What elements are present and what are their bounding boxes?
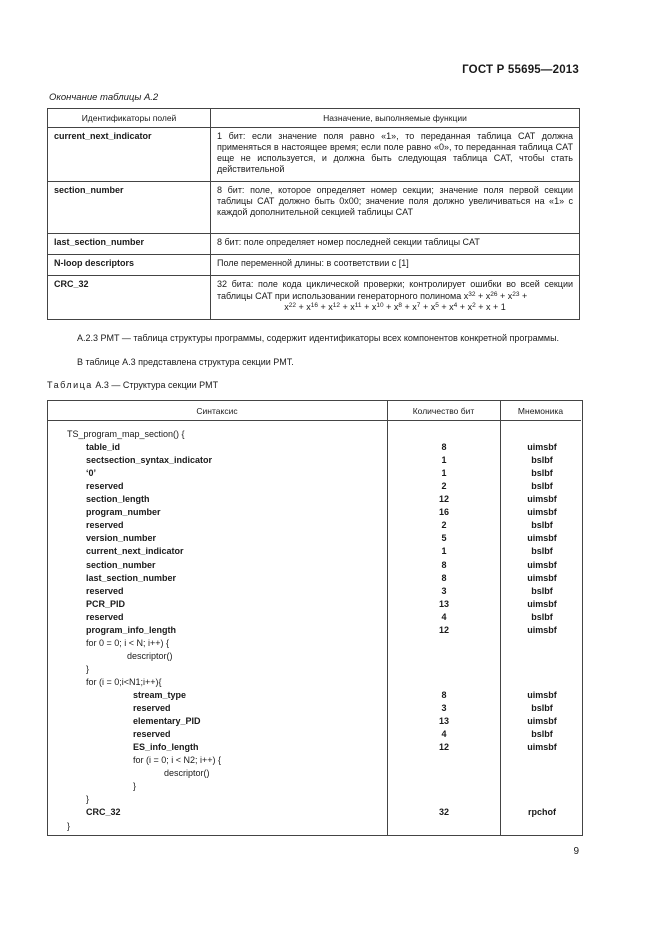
field-name: current_next_indicator <box>48 128 211 182</box>
syntax-cell: elementary_PID <box>133 716 201 727</box>
mnemonic-cell: uimsbf <box>527 690 557 700</box>
syntax-cell: current_next_indicator <box>86 546 184 557</box>
bits-cell: 1 <box>441 468 447 479</box>
syntax-cell: section_number <box>86 559 156 570</box>
syntax-cell: for (i = 0; i < N2; i++) { <box>133 755 222 766</box>
syntax-cell: reserved <box>133 703 171 714</box>
syntax-cell: descriptor() <box>127 650 173 661</box>
syntax-cell: } <box>67 820 71 831</box>
field-name: last_section_number <box>48 234 211 255</box>
paragraph-pmt-definition: А.2.3 PMT — таблица структуры программы, содержит идентификаторы всех компонентов конкретной программы. <box>77 333 560 343</box>
table-a3-col-syntax: Синтаксис <box>196 406 238 416</box>
poly-term: + x <box>500 290 513 301</box>
table-a3-column-divider <box>500 400 501 835</box>
syntax-cell: stream_type <box>133 690 187 700</box>
crc-polynomial-line: $x^{22} + x^{16} + x^{12} + x^{11} + x^{10} + x^8 + x^7 + x^5 + x^4 + x^2 + x + 1$ <box>284 302 506 312</box>
mnemonic-cell: bslbf <box>531 585 553 596</box>
field-name: section_number <box>48 182 211 234</box>
syntax-cell: PCR_PID <box>86 598 126 609</box>
bits-cell: 1 <box>441 546 447 557</box>
table-a2-col-purpose: Назначение, выполняемые функции <box>211 109 580 128</box>
bits-cell: 12 <box>438 624 449 635</box>
table-a3-col-bits: Количество бит <box>412 406 475 416</box>
mnemonic-cell: bslbf <box>531 481 553 492</box>
bits-cell: 2 <box>441 520 447 531</box>
mnemonic-cell: uimsbf <box>527 533 557 544</box>
table-row <box>48 255 580 276</box>
table-row <box>48 182 580 234</box>
poly-exp: 2 <box>472 302 476 309</box>
mnemonic-cell: uimsbf <box>527 716 557 727</box>
syntax-cell: CRC_32 <box>86 807 121 818</box>
bits-cell: 8 <box>441 690 447 700</box>
poly-exp: 4 <box>453 302 458 309</box>
bits-cell: 4 <box>441 611 447 622</box>
bits-cell: 8 <box>441 572 447 583</box>
poly-exp: 16 <box>310 302 318 309</box>
bits-cell: 8 <box>441 442 447 453</box>
syntax-cell: reserved <box>133 729 171 740</box>
document-standard-header: ГОСТ Р 55695—2013 <box>462 64 579 76</box>
syntax-cell: last_section_number <box>86 572 177 583</box>
mnemonic-cell: bslbf <box>531 468 553 479</box>
bits-cell: 32 <box>438 807 449 818</box>
field-description: 8 бит: поле определяет номер последней секции таблицы CAT <box>211 234 580 255</box>
mnemonic-cell: uimsbf <box>527 507 557 518</box>
poly-exp: 11 <box>354 302 362 309</box>
bits-cell: 5 <box>441 533 447 544</box>
syntax-cell: } <box>133 781 137 792</box>
table-row <box>48 128 580 182</box>
poly-exp: 12 <box>332 302 340 309</box>
syntax-cell: } <box>86 794 90 805</box>
field-description: 1 бит: если значение поля равно «1», то переданная таблица CAT должна применяться в настоящее время; если поле равно «0», то переданная таблица CAT еще не используется, и должна быть следующая таблица CAT, чтобы стать действительной <box>211 128 580 182</box>
table-a3-caption <box>47 380 218 390</box>
syntax-cell: for 0 = 0; i < N; i++) { <box>86 637 170 648</box>
mnemonic-cell: uimsbf <box>527 624 557 635</box>
field-name: N-loop descriptors <box>48 255 211 276</box>
poly-exp: 7 <box>416 302 421 309</box>
mnemonic-cell: rpchof <box>528 807 556 818</box>
mnemonic-cell: bslbf <box>531 729 553 740</box>
field-description: 8 бит: поле, которое определяет номер секции; значение поля первой секции таблицы CAT должно быть 0x00; значение поля должно увеличиваться на «1» с каждой дополнительной секцией таблицы CAT <box>211 182 580 234</box>
paragraph-pmt-structure: В таблице А.3 представлена структура секции PMT. <box>77 357 294 367</box>
bits-cell: 12 <box>438 494 449 505</box>
syntax-cell: section_length <box>86 494 150 505</box>
syntax-cell: descriptor() <box>164 768 210 779</box>
syntax-cell: TS_program_map_section() { <box>67 429 185 439</box>
mnemonic-cell: uimsbf <box>527 598 557 609</box>
page-number: 9 <box>573 846 579 857</box>
poly-exp: 32 <box>468 290 476 298</box>
bits-cell: 8 <box>441 559 447 570</box>
mnemonic-cell: bslbf <box>531 455 553 466</box>
table-a3-column-divider <box>387 400 388 835</box>
poly-exp: 23 <box>512 290 520 298</box>
field-name: CRC_32 <box>48 276 211 320</box>
bits-cell: 1 <box>441 455 447 466</box>
syntax-cell: sectsection_syntax_indicator <box>86 455 213 466</box>
table-row <box>48 234 580 255</box>
mnemonic-cell: uimsbf <box>527 742 557 753</box>
bits-cell: 12 <box>438 742 449 753</box>
bits-cell: 4 <box>441 729 447 740</box>
syntax-cell: } <box>86 663 90 674</box>
mnemonic-cell: bslbf <box>531 546 553 557</box>
poly-exp: 26 <box>490 290 498 298</box>
poly-exp: 10 <box>376 302 384 309</box>
table-a3-caption-prefix: Таблица <box>47 380 93 390</box>
bits-cell: 3 <box>441 703 447 714</box>
bits-cell: 16 <box>438 507 449 518</box>
poly-term: + <box>522 290 528 301</box>
field-description-crc <box>211 276 580 320</box>
table-a2-col-fields: Идентификаторы полей <box>48 109 211 128</box>
syntax-cell: reserved <box>86 585 124 596</box>
mnemonic-cell: bslbf <box>531 520 553 531</box>
syntax-cell: program_number <box>86 507 161 518</box>
mnemonic-cell: uimsbf <box>527 572 557 583</box>
poly-exp: 22 <box>288 302 296 309</box>
syntax-cell: for (i = 0;i<N1;i++){ <box>86 676 162 687</box>
crc-description-text: 32 бита: поле кода циклической проверки; контролирует ошибки во всей секции таблицы CAT при использовании генераторного полинома x <box>217 279 573 301</box>
bits-cell: 3 <box>441 585 447 596</box>
syntax-cell: ‘0’ <box>86 468 97 479</box>
syntax-cell: reserved <box>86 481 124 492</box>
table-a3-col-mnemonic: Мнемоника <box>517 406 564 416</box>
bits-cell: 2 <box>441 481 447 492</box>
mnemonic-cell: uimsbf <box>527 442 557 453</box>
bits-cell: 13 <box>438 598 449 609</box>
table-row <box>48 276 580 320</box>
table-a2-caption: Окончание таблицы А.2 <box>49 92 159 103</box>
mnemonic-cell: uimsbf <box>527 559 557 570</box>
field-description: Поле переменной длины: в соответствии с [1] <box>211 255 580 276</box>
syntax-cell: ES_info_length <box>133 742 199 753</box>
poly-exp: 8 <box>398 302 402 309</box>
mnemonic-cell: bslbf <box>531 611 553 622</box>
table-a3-caption-title: А.3 — Структура секции PMT <box>95 380 219 390</box>
syntax-cell: program_info_length <box>86 624 177 635</box>
table-a2-header-row <box>48 109 580 128</box>
poly-exp: 5 <box>435 302 439 309</box>
mnemonic-cell: uimsbf <box>527 494 557 505</box>
syntax-cell: reserved <box>86 520 124 531</box>
syntax-cell: table_id <box>86 442 121 453</box>
table-a2 <box>47 108 580 320</box>
syntax-cell: version_number <box>86 533 157 544</box>
syntax-cell: reserved <box>86 611 124 622</box>
poly-term: + x <box>478 290 491 301</box>
bits-cell: 13 <box>438 716 449 727</box>
mnemonic-cell: bslbf <box>531 703 553 714</box>
